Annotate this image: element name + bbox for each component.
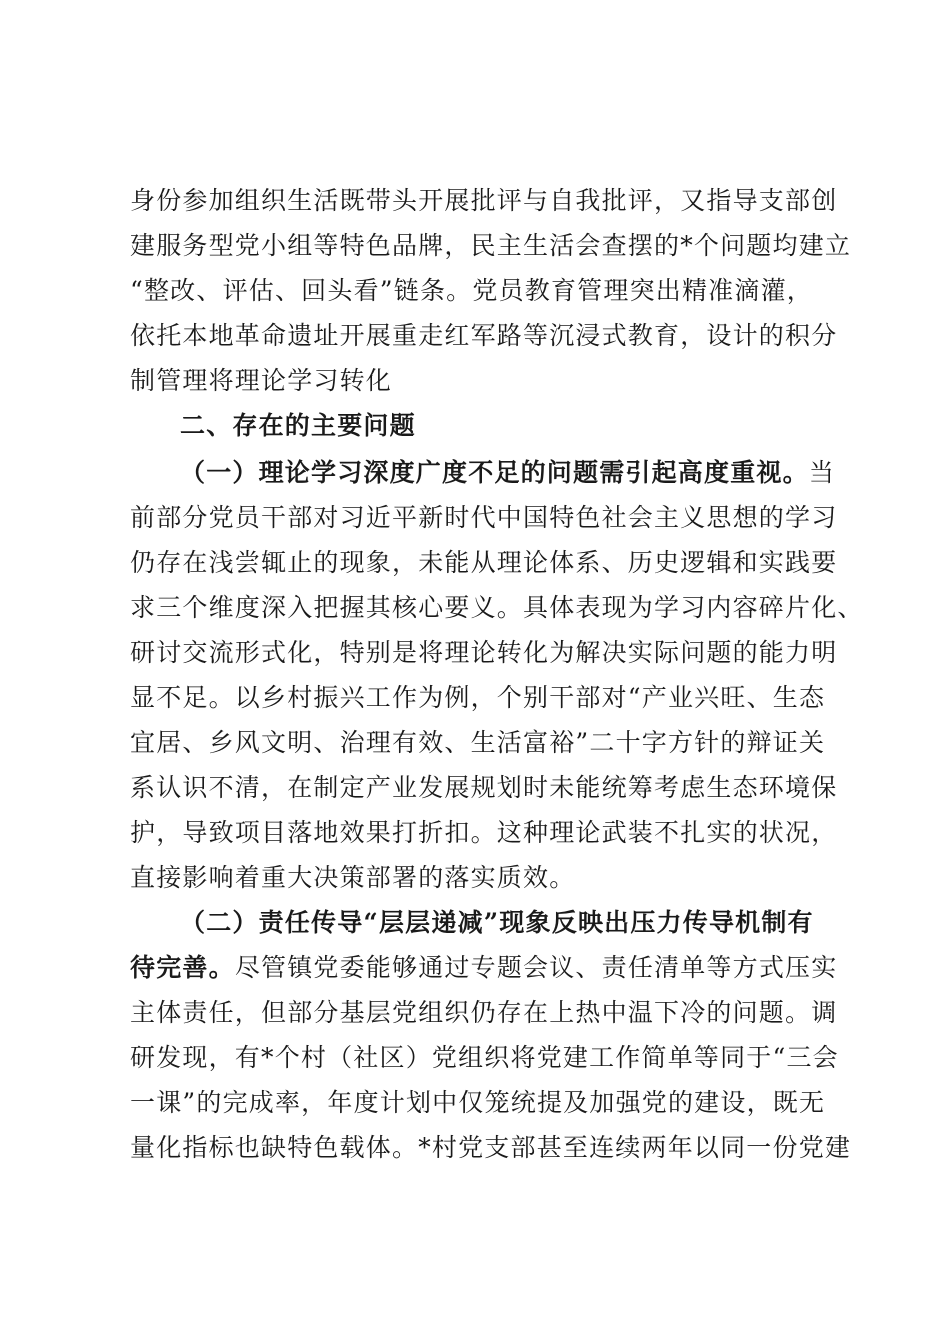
text-line: 一课”的完成率，年度计划中仅笼统提及加强党的建设，既无 bbox=[130, 1088, 826, 1117]
text-line: 显不足。以乡村振兴工作为例，个别干部对“产业兴旺、生态 bbox=[130, 683, 826, 712]
text-line: 身份参加组织生活既带头开展批评与自我批评，又指导支部创 bbox=[130, 186, 838, 215]
text-line: 研讨交流形式化，特别是将理论转化为解决实际问题的能力明 bbox=[130, 638, 838, 667]
paragraph-continuation bbox=[130, 178, 852, 403]
issue-2-heading-line-2: 待完善。 bbox=[130, 953, 235, 982]
text-line: 建服务型党小组等特色品牌，民主生活会查摆的*个问题均建立 bbox=[130, 231, 852, 260]
text-line: 制管理将理论学习转化 bbox=[130, 366, 393, 395]
text-line: 依托本地革命遗址开展重走红军路等沉浸式教育，设计的积分 bbox=[130, 321, 838, 350]
issue-1-heading: （一）理论学习深度广度不足的问题需引起高度重视。 bbox=[180, 458, 809, 487]
issue-1-first-line bbox=[130, 450, 840, 495]
text-line: 主体责任，但部分基层党组织仍存在上热中温下冷的问题。调 bbox=[130, 998, 838, 1027]
text-line: 系认识不清，在制定产业发展规划时未能统筹考虑生态环境保 bbox=[130, 773, 838, 802]
text-line: 直接影响着重大决策部署的落实质效。 bbox=[130, 863, 576, 892]
text-line: 仍存在浅尝辄止的现象，未能从理论体系、历史逻辑和实践要 bbox=[130, 548, 838, 577]
issue-2-heading-line-1: （二）责任传导“层层递减”现象反映出压力传导机制有 bbox=[180, 908, 814, 937]
issue-2-second-line-tail: 尽管镇党委能够通过专题会议、责任清单等方式压实 bbox=[234, 953, 838, 982]
text-line: 研发现，有*个村（社区）党组织将党建工作简单等同于“三会 bbox=[130, 1043, 839, 1072]
text-line: 护，导致项目落地效果打折扣。这种理论武装不扎实的状况， bbox=[130, 818, 838, 847]
section-heading: 二、存在的主要问题 bbox=[180, 411, 416, 440]
section-heading-block bbox=[130, 403, 840, 448]
issue-1-paragraph bbox=[130, 450, 864, 900]
issue-2-paragraph bbox=[130, 900, 852, 1170]
text-line: 量化指标也缺特色载体。*村党支部甚至连续两年以同一份党建 bbox=[130, 1133, 852, 1162]
text-line: “整改、评估、回头看”链条。党员教育管理突出精准滴灌， bbox=[130, 276, 813, 305]
issue-1-first-line-tail: 当 bbox=[808, 458, 836, 487]
issue-2-second-line bbox=[130, 945, 840, 990]
text-line: 宜居、乡风文明、治理有效、生活富裕”二十字方针的辩证关 bbox=[130, 728, 826, 757]
text-line: 求三个维度深入把握其核心要义。具体表现为学习内容碎片化、 bbox=[130, 593, 864, 622]
text-line: 前部分党员干部对习近平新时代中国特色社会主义思想的学习 bbox=[130, 503, 838, 532]
